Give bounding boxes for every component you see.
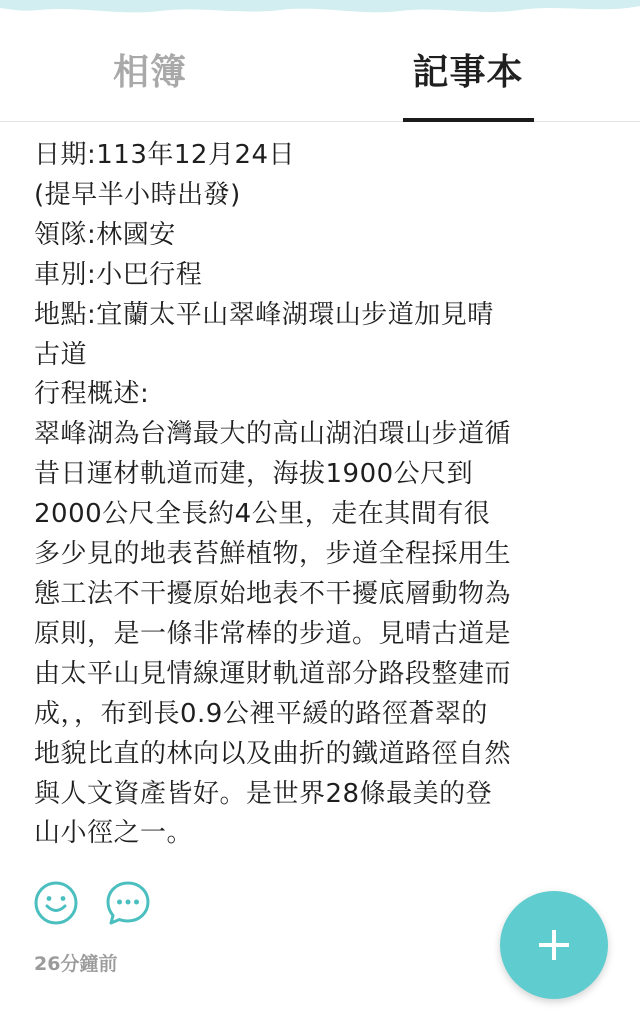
note-line: 翠峰湖為台灣最大的高山湖泊環山步道循 (34, 419, 512, 450)
note-line: 行程概述: (34, 379, 150, 410)
note-line: 多少見的地表苔鮮植物，步道全程採用生 (34, 539, 512, 570)
note-actions (33, 880, 173, 928)
note-line: 地點:宜蘭太平山翠峰湖環山步道加見晴 (34, 299, 494, 330)
note-line: 態工法不干擾原始地表不干擾底層動物為 (34, 578, 512, 609)
note-line: 日期:113年12月24日 (34, 140, 296, 170)
note-line: 成，，布到長0.9公裡平緩的路徑蒼翠的 (34, 698, 488, 729)
note-line: 昔日運材軌道而建，海拔1900公尺到 (34, 459, 474, 490)
note-line: 地貌比直的林向以及曲折的鐵道路徑自然 (34, 738, 512, 769)
note-line: 車別:小巴行程 (34, 259, 203, 290)
tab-album[interactable]: 相簿 (112, 52, 187, 93)
note-line: 山小徑之一。 (34, 818, 194, 849)
note-line: 原則，是一條非常棒的步道。見晴古道是 (34, 618, 512, 649)
active-tab-indicator (403, 118, 534, 122)
plus-icon (536, 927, 572, 963)
note-line: 與人文資產皆好。是世界28條最美的登 (34, 778, 493, 809)
tab-notebook[interactable]: 記事本 (412, 52, 524, 93)
note-line: (提早半小時出發) (34, 179, 241, 210)
note-line: 領隊:林國安 (34, 219, 176, 250)
timestamp: 26分鐘前 (34, 953, 118, 975)
comment-icon[interactable] (105, 880, 151, 926)
tab-bar (0, 26, 640, 122)
top-decoration (0, 0, 640, 18)
smile-icon[interactable] (33, 880, 79, 926)
note-line: 古道 (34, 339, 88, 370)
note-line: 由太平山見情線運財軌道部分路段整建而 (34, 658, 512, 689)
add-note-button[interactable] (500, 891, 608, 999)
note-line: 2000公尺全長約4公里，走在其間有很 (34, 499, 491, 530)
note-content (34, 136, 600, 854)
